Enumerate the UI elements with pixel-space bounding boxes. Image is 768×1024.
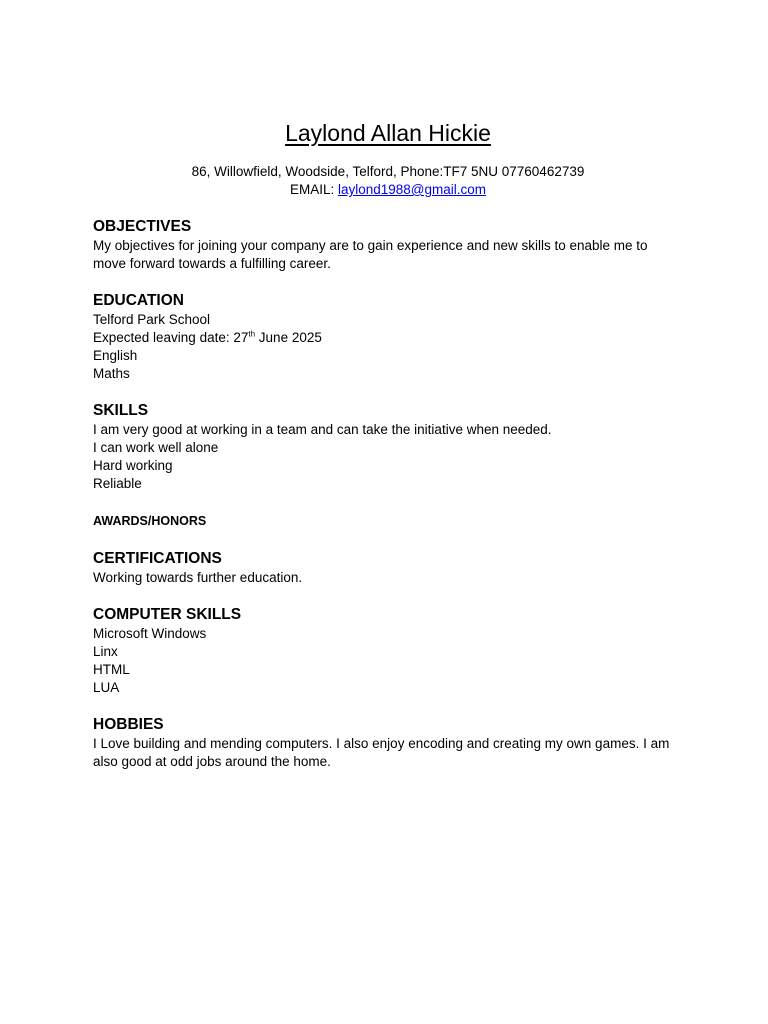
leaving-date-suffix: June 2025 <box>255 330 322 345</box>
awards-heading: AWARDS/HONORS <box>93 514 207 528</box>
computer-skills-heading: COMPUTER SKILLS <box>93 606 242 623</box>
email-link[interactable]: laylond1988@gmail.com <box>337 182 487 197</box>
skills-section <box>93 401 683 493</box>
education-heading: EDUCATION <box>93 292 184 309</box>
resume-body <box>93 118 683 771</box>
skill-item: I am very good at working in a team and can take the initiative when needed. <box>93 422 552 437</box>
email-line <box>93 181 683 199</box>
awards-section <box>93 511 683 531</box>
hobbies-heading: HOBBIES <box>93 716 164 733</box>
skills-heading: SKILLS <box>93 402 149 419</box>
email-label: EMAIL: <box>289 182 338 197</box>
objectives-section <box>93 217 683 273</box>
certifications-heading: CERTIFICATIONS <box>93 550 222 567</box>
address-line: 86, Willowfield, Woodside, Telford, Phone:TF7 5NU 07760462739 <box>191 164 585 179</box>
certifications-text: Working towards further education. <box>93 570 303 585</box>
skill-item: I can work well alone <box>93 440 219 455</box>
hobbies-text: I Love building and mending computers. I also enjoy encoding and creating my own games. I am also good at odd jobs around the home. <box>93 736 670 769</box>
skill-item: Reliable <box>93 476 142 491</box>
contact-block <box>93 163 683 199</box>
resume-name-title: Laylond Allan Hickie <box>285 120 491 146</box>
computer-skills-section <box>93 605 683 697</box>
objectives-text: My objectives for joining your company are to gain experience and new skills to enable me to move forward towards a fulfilling career. <box>93 238 648 271</box>
leaving-date-prefix: Expected leaving date: 27 <box>93 330 249 345</box>
objectives-heading: OBJECTIVES <box>93 218 192 235</box>
education-subject: English <box>93 348 138 363</box>
computer-skill-item: LUA <box>93 680 120 695</box>
education-school: Telford Park School <box>93 312 211 327</box>
hobbies-section <box>93 715 683 771</box>
education-section <box>93 291 683 383</box>
certifications-section <box>93 549 683 587</box>
computer-skill-item: HTML <box>93 662 130 677</box>
leaving-date-ordinal: th <box>248 329 256 339</box>
education-subject: Maths <box>93 366 130 381</box>
computer-skill-item: Linx <box>93 644 118 659</box>
computer-skill-item: Microsoft Windows <box>93 626 207 641</box>
skill-item: Hard working <box>93 458 173 473</box>
education-leaving-date <box>93 329 683 347</box>
